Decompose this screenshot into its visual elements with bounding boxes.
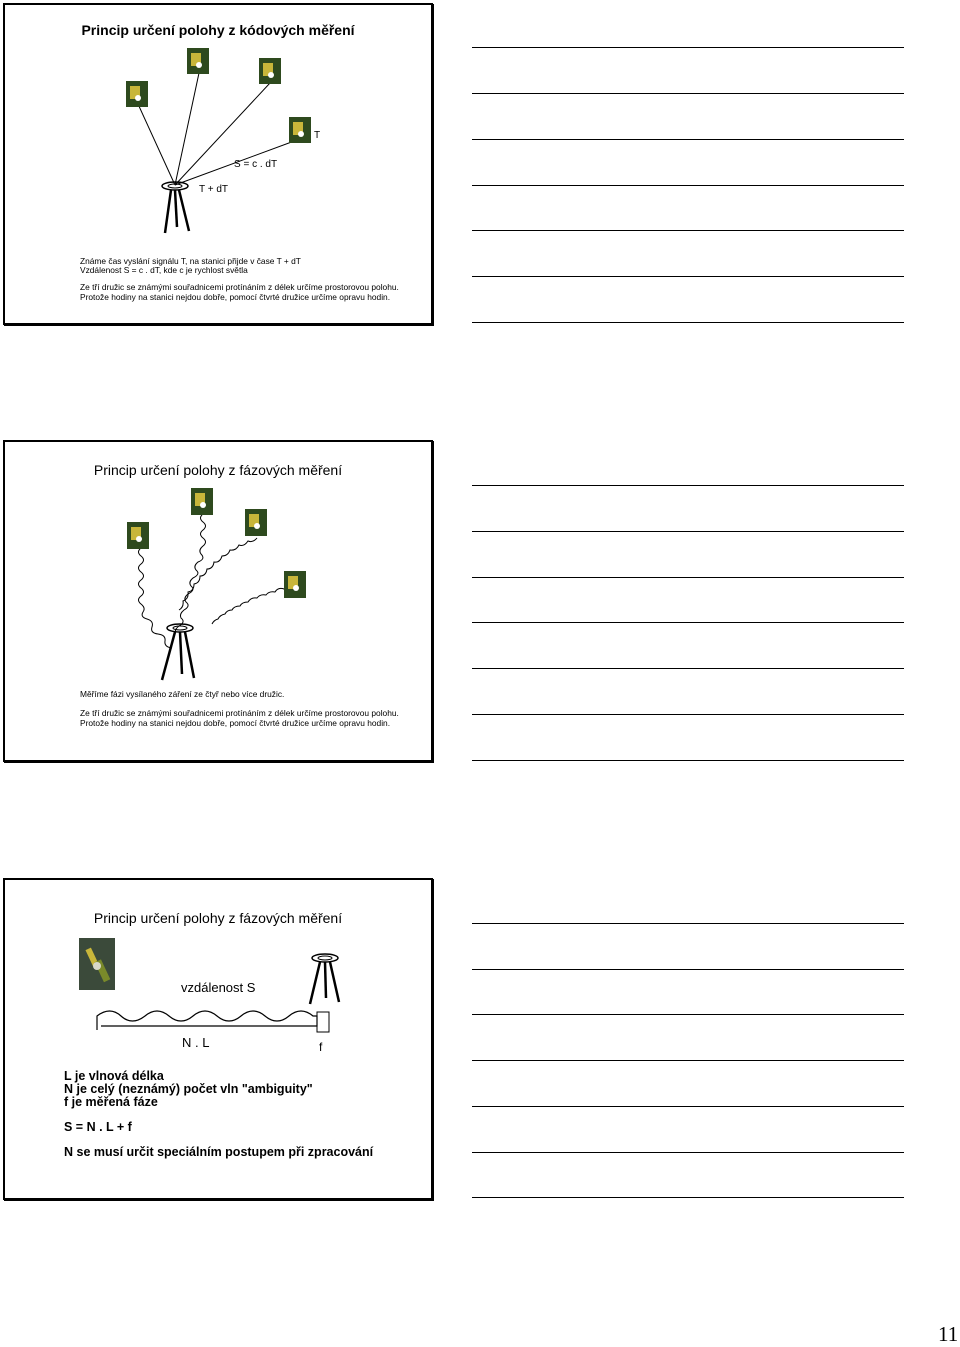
- text-line: N se musí určit speciálním postupem při zpracování: [64, 1145, 374, 1159]
- satellite-icon: [79, 938, 115, 990]
- note-line: [472, 668, 904, 669]
- note-line: [472, 139, 904, 140]
- text-line: Známe čas vyslání signálu T, na stanici přijde v čase T + dT: [80, 256, 301, 266]
- note-line: [472, 47, 904, 48]
- note-line: [472, 230, 904, 231]
- slide-phase-ambiguity: [3, 878, 433, 1200]
- text-paragraph: Ze tří družic se známými souřadnicemi protínáním z délek určíme prostorovou polohu. Protože hodiny na stanici nejdou dobře, pomocí čtvrté družice určíme opravu hodin.: [80, 282, 399, 302]
- satellite-icon: [187, 48, 209, 74]
- label-NL: N . L: [182, 1035, 210, 1050]
- satellite-icon: [289, 117, 311, 143]
- label-T: T: [314, 130, 321, 141]
- slide-title: Princip určení polohy z fázových měření: [93, 910, 343, 926]
- satellite-icon: [126, 81, 148, 107]
- note-line: [472, 622, 904, 623]
- note-line: [472, 485, 904, 486]
- text-line: f je měřená fáze: [64, 1095, 158, 1109]
- note-line: [472, 276, 904, 277]
- slide-title: Princip určení polohy z fázových měření: [93, 462, 343, 478]
- satellite-icon: [191, 488, 213, 515]
- note-line: [472, 760, 904, 761]
- text-paragraph: Ze tří družic se známými souřadnicemi protínáním z délek určíme prostorovou polohu. Protože hodiny na stanici nejdou dobře, pomocí čtvrté družice určíme opravu hodin.: [80, 708, 399, 728]
- note-line: [472, 1014, 904, 1015]
- label-distance: S = c . dT: [234, 159, 278, 170]
- wave-train: [97, 1011, 317, 1030]
- text-line: L je vlnová délka: [64, 1069, 164, 1083]
- note-line: [472, 1197, 904, 1198]
- tripod-icon: [162, 182, 189, 233]
- text-line: Měříme fázi vysílaného záření ze čtyř nebo více družic.: [80, 689, 285, 699]
- note-line: [472, 714, 904, 715]
- satellite-icon: [127, 522, 149, 549]
- note-line: [472, 185, 904, 186]
- satellite-icon: [284, 571, 306, 598]
- note-line: [472, 1060, 904, 1061]
- slide-title: Princip určení polohy z kódových měření: [81, 22, 355, 38]
- label-f: f: [319, 1040, 323, 1054]
- label-distance: vzdálenost S: [181, 980, 256, 995]
- text-line: Vzdálenost S = c . dT, kde c je rychlost světla: [80, 265, 248, 275]
- note-line: [472, 1152, 904, 1153]
- tripod-icon: [310, 954, 339, 1004]
- tripod-icon: [162, 624, 194, 680]
- note-line: [472, 531, 904, 532]
- page-number: 11: [938, 1322, 959, 1346]
- note-line: [472, 322, 904, 323]
- slide-code-measurement: [3, 3, 433, 325]
- text-line: N je celý (neznámý) počet vln "ambiguity": [64, 1082, 313, 1096]
- label-receive-time: T + dT: [199, 184, 228, 195]
- note-line: [472, 93, 904, 94]
- note-line: [472, 1106, 904, 1107]
- note-line: [472, 923, 904, 924]
- satellite-icon: [245, 509, 267, 536]
- formula: S = N . L + f: [64, 1120, 132, 1134]
- phase-remainder-box: [317, 1012, 329, 1032]
- satellite-icon: [259, 58, 281, 84]
- note-line: [472, 969, 904, 970]
- slide-phase-measurement: [3, 440, 433, 762]
- note-line: [472, 577, 904, 578]
